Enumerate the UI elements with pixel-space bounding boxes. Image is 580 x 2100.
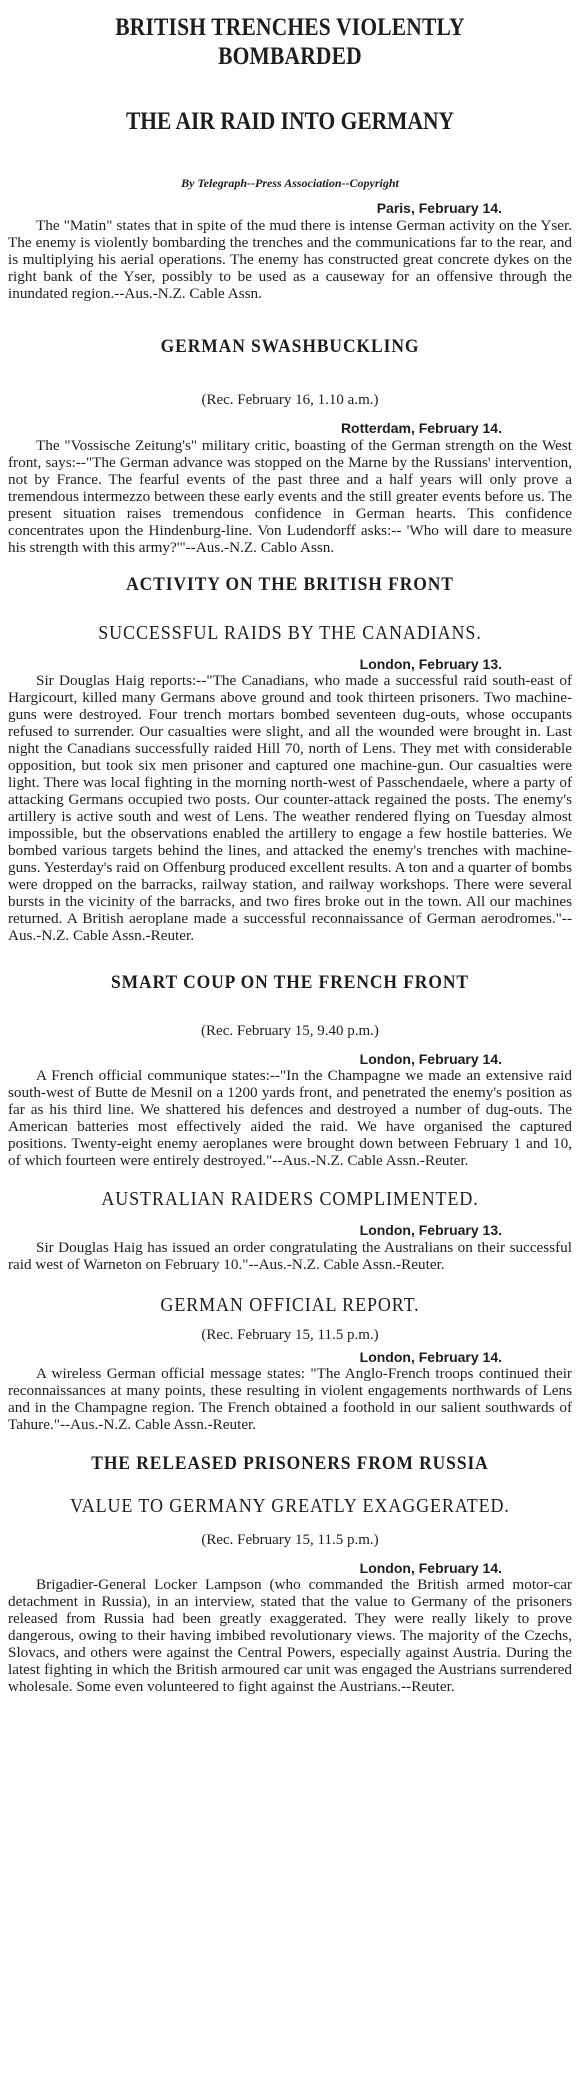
german-official-received: (Rec. February 15, 11.5 p.m.) [201, 1326, 379, 1343]
australian-story-body: Sir Douglas Haig has issued an order congratulating the Australians on their successful raid west of Warneton on February 10."--Aus.-N.Z. Cable Assn.-Reuter. [8, 1238, 572, 1273]
released-prisoners-heading: THE RELEASED PRISONERS FROM RUSSIA [91, 1452, 489, 1474]
prisoners-received: (Rec. February 15, 11.5 p.m.) [201, 1531, 379, 1548]
french-front-received: (Rec. February 15, 9.40 p.m.) [201, 1022, 379, 1039]
german-official-story-body: A wireless German official message states: "The Anglo-French troops continued their reconnaissances at many points, these resulting in violent engagements northwards of Lens and in the Champagne region. The French obtained a foothold in our salient southwards of Tahure."--Aus.-N.Z. Cable Assn.-Reuter. [8, 1364, 572, 1433]
london-dateline-german: London, February 14. [359, 1348, 502, 1365]
australian-raiders-heading: AUSTRALIAN RAIDERS COMPLIMENTED. [101, 1188, 479, 1211]
canadians-subheading: SUCCESSFUL RAIDS BY THE CANADIANS. [98, 621, 482, 644]
german-official-heading: GERMAN OFFICIAL REPORT. [160, 1293, 420, 1316]
french-front-story-body: A French official communique states:--"In the Champagne we made an extensive raid south-west of Butte de Mesnil on a 1200 yards front, and penetrated the enemy's position as far as his third line. We shattered his defences and destroyed a number of dug-outs. The American batteries most effectively aided the raid. We have organised the captured positions. Twenty-eight enemy aeroplanes were brought down between February 1 and 10, of which fourteen were entirely destroyed."--Aus.-N.Z. Cable Assn.-Reuter. [8, 1067, 572, 1170]
london-dateline-feb13: London, February 13. [359, 655, 502, 672]
london-dateline-prisoners: London, February 14. [359, 1559, 502, 1576]
swashbuckling-heading: GERMAN SWASHBUCKLING [160, 335, 420, 357]
london-dateline-french: London, February 14. [359, 1050, 502, 1067]
rotterdam-dateline: Rotterdam, February 14. [340, 420, 502, 437]
london-dateline-aus: London, February 13. [359, 1222, 502, 1239]
british-front-story-body: Sir Douglas Haig reports:--"The Canadians, who made a successful raid south-east of Hargicourt, killed many Germans above ground and took thirteen prisoners. Two machine-guns were destroyed. Four trench mortars bombed seventeen dug-outs, whose occupants refused to surrender. Our casualties were slight, and all the wounded were brought in. Last night the Canadians successfully raided Hill 70, north of Lens. They met with considerable opposition, but took six men prisoner and captured one machine-gun. Our casualties were light. There was local fighting in the morning north-west of Passchendaele, where a party of attacking Germans occupied two posts. Our counter-attack regained the posts. The enemy's artillery is active south and west of Lens. The weather rendered flying on Tuesday almost impossible, but the observations enabled the artillery to engage a few hostile batteries. We bombed various targets behind the lines, and attacked the enemy's trenches with machine-guns. Yesterday's raid on Offenburg produced excellent results. A ton and a quarter of bombs were dropped on the barracks, railway station, and railway workshops. There were several bursts in the vicinity of the barracks, and two fires broke out in the town. All our machines returned. A British aeroplane made a successful reconnaissance of German aerodromes."--Aus.-N.Z. Cable Assn.-Reuter. [8, 672, 572, 945]
paris-story-body: The "Matin" states that in spite of the mud there is intense German activity on the Yser. The enemy is violently bombarding the trenches and the communications far to the rear, and is multiplying his aerial operations. The enemy has constructed great concrete dykes on the right bank of the Yser, possibly to be used as a causeway for an offensive through the inundated region.--Aus.-N.Z. Cable Assn. [8, 216, 572, 302]
wire-credit: By Telegraph--Press Association--Copyright [181, 176, 399, 191]
air-raid-headline: THE AIR RAID INTO GERMANY [125, 107, 455, 135]
paris-dateline: Paris, February 14. [376, 200, 502, 217]
british-front-heading: ACTIVITY ON THE BRITISH FRONT [126, 573, 454, 595]
prisoners-story-body: Brigadier-General Locker Lampson (who commanded the British armed motor-car detachment in Russia), in an interview, stated that the value to Germany of the prisoners released from Russia had been greatly exaggerated. They were really likely to prove dangerous, owing to their having imbibed revolutionary views. The majority of the Czechs, Slovacs, and others were against the Central Powers, especially against Austria. During the latest fighting in which the British armoured car unit was engaged the Austrians surrendered wholesale. Some even volunteered to fight against the Austrians.--Reuter. [8, 1576, 572, 1696]
swashbuckling-story-body: The "Vossische Zeitung's" military critic, boasting of the German strength on the West front, says:--"The German advance was stopped on the Marne by the Russians' intervention, not by France. The fearful events of the past three and a half years will only prove a tremendous intermezzo between these early events and the still greater events before us. The present situation raises tremendous confidence in German hearts. This confidence concentrates upon the Hindenburg-line. Von Ludendorff asks:-- 'Who will dare to measure his strength with this army?'"--Aus.-N.Z. Cablo Assn. [8, 436, 572, 556]
swashbuckling-received: (Rec. February 16, 1.10 a.m.) [201, 392, 379, 409]
main-headline: BRITISH TRENCHES VIOLENTLY BOMBARDED [115, 14, 465, 70]
french-front-heading: SMART COUP ON THE FRENCH FRONT [110, 972, 469, 994]
value-exaggerated-subheading: VALUE TO GERMANY GREATLY EXAGGERATED. [70, 1494, 510, 1517]
